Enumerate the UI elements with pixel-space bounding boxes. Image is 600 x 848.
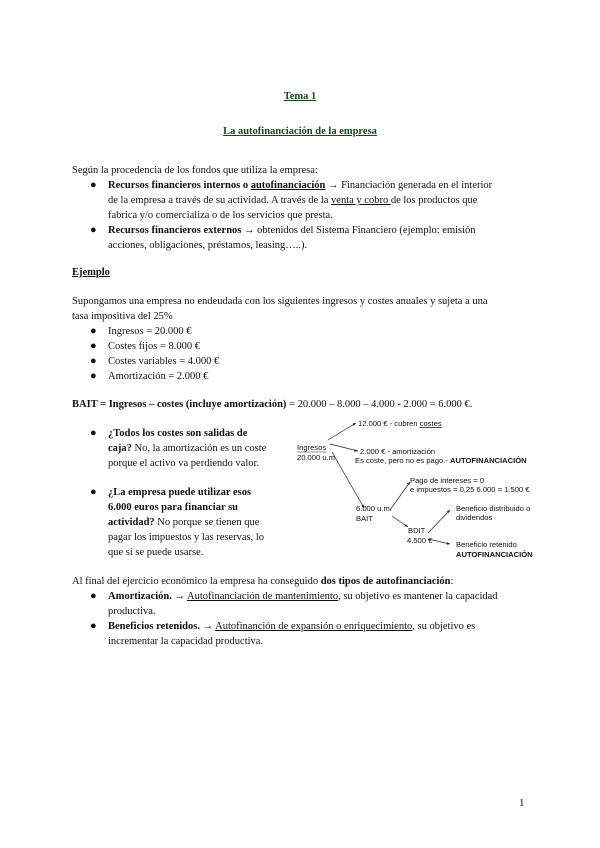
diagram-income-label: Ingresos: [297, 443, 327, 452]
diagram-tax-label: e impuestos = 0,25 6.000 = 1.500 €: [410, 485, 530, 494]
diagram-distributed-label: Beneficio distribuido o: [456, 504, 531, 513]
diagram-bdit-value: 4.500 €: [407, 536, 433, 545]
question-1-line1: ¿Todos los costes son salidas de: [108, 428, 248, 439]
arrow-to-dividends: [428, 510, 450, 533]
page-number: 1: [519, 797, 525, 809]
bullet-icon: ●: [90, 340, 97, 352]
internal-resources-line2: [108, 193, 477, 208]
external-resources-line2: acciones, obligaciones, préstamos, leasing…..).: [108, 240, 308, 251]
external-resources-desc: obtenidos del Sistema Financiero (ejemplo: emisión: [257, 225, 476, 236]
diagram-costs-text: 12.000 € - cubren: [358, 419, 420, 428]
diagram-costs-word: costes: [419, 419, 442, 428]
conclusion-colon: :: [450, 576, 454, 587]
bullet-icon: ●: [90, 486, 97, 498]
type-amortization-desc: , su objetivo es mantener la capacidad: [338, 591, 498, 602]
type-retained-line2: incrementar la capacidad productiva.: [108, 636, 264, 647]
arrow-icon: →: [199, 621, 216, 632]
question-2-end: actividad?: [108, 517, 155, 528]
self-financing-diagram: [288, 412, 588, 567]
type-amortization-line1: [108, 589, 498, 604]
arrow-to-costs: [328, 423, 356, 440]
diagram-autofinance-label: AUTOFINANCIACIÓN: [449, 456, 527, 465]
example-item: Ingresos = 20.000 €: [108, 326, 192, 337]
example-item: Costes fijos = 8.000 €: [108, 341, 200, 352]
bullet-icon: ●: [90, 370, 97, 382]
topic-heading: Tema 1: [283, 91, 317, 102]
bullet-icon: ●: [90, 325, 97, 337]
example-line2: tasa impositiva del 25%: [72, 311, 173, 322]
bullet-icon: ●: [90, 355, 97, 367]
diagram-bait-value: 6.000 u.m.: [356, 504, 392, 513]
conclusion-text: Al final del ejercicio económico la empresa ha conseguido: [72, 576, 321, 587]
conclusion-bold: dos tipos de autofinanciación: [320, 576, 451, 587]
answer-1-line: porque el activo va perdiendo valor.: [108, 458, 260, 469]
diagram-costs-label: [358, 419, 442, 428]
internal-line2-a: de la empresa a través de su actividad. A través de la: [108, 195, 332, 206]
question-1-line2: [108, 441, 266, 456]
example-item: Costes variables = 4.000 €: [108, 356, 220, 367]
conclusion-line: [72, 574, 453, 589]
external-resources-line1: [108, 223, 476, 238]
type-retained-desc: , su objetivo es: [412, 621, 476, 632]
type-amortization-line2: productiva.: [108, 606, 156, 617]
question-2-line2: 6.000 euros para financiar su: [108, 502, 238, 513]
type-amortization-label: Amortización.: [108, 591, 172, 602]
internal-resources-desc: Financiación generada en el interior: [341, 180, 493, 191]
bullet-icon: ●: [90, 590, 97, 602]
bait-formula-label: BAIT = Ingresos – costes (incluye amortización): [72, 399, 287, 410]
type-retained-line1: [108, 619, 475, 634]
diagram-amortization-note-text: Es coste, pero no es pago.-: [355, 456, 450, 465]
intro-text: Según la procedencia de los fondos que utiliza la empresa:: [72, 165, 318, 176]
internal-resources-label: Recursos financieros internos o: [108, 180, 249, 191]
arrow-to-interest-tax: [390, 482, 410, 510]
bullet-icon: ●: [90, 620, 97, 632]
diagram-amortization-note: [355, 456, 527, 465]
arrow-to-amortization: [330, 444, 358, 451]
arrow-icon: →: [171, 591, 188, 602]
diagram-income-value: 20.000 u.m.: [297, 453, 338, 462]
diagram-bdit-label: BDIT: [408, 526, 426, 535]
diagram-retained-label: Beneficio retenido: [456, 540, 517, 549]
internal-resources-line3: fabrica y/o comercializa o de los servicios que presta.: [108, 210, 333, 221]
answer-2-start: No porque se tienen que: [154, 517, 260, 528]
answer-2-line: que sí se puede usarse.: [108, 547, 204, 558]
bullet-icon: ●: [90, 179, 97, 191]
bullet-icon: ●: [90, 224, 97, 236]
answer-2-line: pagar los impuestos y las reservas, lo: [108, 532, 265, 543]
bait-formula-value: = 20.000 – 8.000 – 4.000 - 2.000 = 6.000 €.: [286, 399, 473, 410]
example-heading: Ejemplo: [72, 267, 110, 278]
arrow-icon: →: [241, 225, 258, 236]
internal-resources-line1: [108, 178, 492, 193]
bait-formula: [72, 397, 472, 412]
diagram-dividends-label: dividendos: [456, 513, 493, 522]
question-2-line1: ¿La empresa puede utilizar esos: [108, 487, 252, 498]
page-title: La autofinanciación de la empresa: [223, 126, 377, 137]
answer-1-start: No, la amortización es un coste: [131, 443, 267, 454]
page-title-row: [0, 126, 600, 137]
diagram-amortization-label: 2.000 € - amortización: [360, 447, 436, 456]
expansion-self-financing: Autofinanción de expansión o enriquecimiento: [215, 621, 413, 632]
diagram-interest-label: Pago de intereses = 0: [410, 476, 485, 485]
question-1-end: caja?: [108, 443, 132, 454]
bullet-icon: ●: [90, 427, 97, 439]
question-2-line3: [108, 515, 259, 530]
self-financing-term: autofinanciación: [250, 180, 326, 191]
sales-collection-term: venta y cobro: [331, 195, 391, 206]
arrow-icon: →: [325, 180, 342, 191]
arrowhead-icon: [447, 542, 450, 545]
maintenance-self-financing: Autofinanciación de mantenimiento: [187, 591, 339, 602]
diagram-retained-autofinance: AUTOFINANCIACIÓN: [456, 550, 533, 559]
example-item: Amortización = 2.000 €: [108, 371, 209, 382]
type-retained-label: Beneficios retenidos.: [108, 621, 200, 632]
diagram-bait-label: BAIT: [356, 514, 373, 523]
topic-heading-row: [0, 91, 600, 102]
internal-line2-b: de los productos que: [390, 195, 478, 206]
external-resources-label: Recursos financieros externos: [108, 225, 242, 236]
example-line1: Supongamos una empresa no endeudada con los siguientes ingresos y costes anuales y sujeta a una: [72, 296, 488, 307]
